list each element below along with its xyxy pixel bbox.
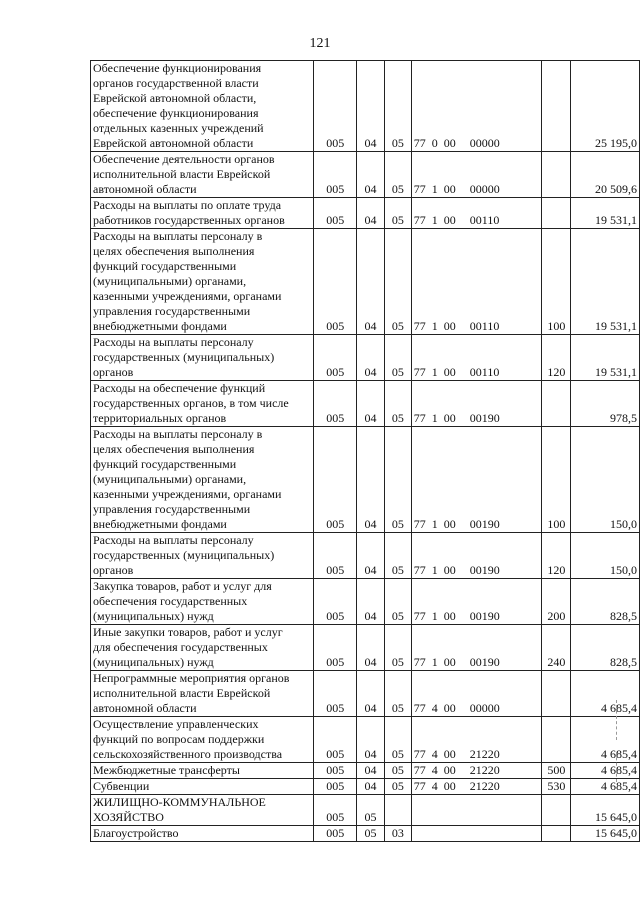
target-article-cell [411, 826, 542, 842]
target-article-part: 00 [443, 319, 456, 333]
target-article-cell [411, 717, 542, 763]
target-article-part: 1 [431, 563, 438, 577]
target-article-part: 00110 [469, 365, 500, 379]
target-article-part: 00 [443, 563, 456, 577]
budget-table-body [91, 61, 640, 842]
expense-type-cell [542, 795, 571, 826]
table-row [91, 671, 640, 717]
table-row [91, 795, 640, 826]
expense-name: Субвенции [93, 779, 150, 793]
target-article-part: 1 [431, 319, 438, 333]
budget-table [90, 60, 640, 842]
table-row [91, 61, 640, 152]
table-row [91, 381, 640, 427]
subsection-code-cell: 05 [384, 229, 411, 335]
page-number: 121 [309, 36, 331, 51]
target-article-cell [411, 61, 542, 152]
target-article-part: 77 [413, 319, 426, 333]
target-article-part: 21220 [469, 747, 500, 761]
section-code-cell: 04 [357, 671, 385, 717]
expense-name: Осуществление управленческих функций по вопросам поддержки сельскохозяйственного производства [93, 717, 283, 761]
target-article-part: 1 [431, 517, 438, 531]
section-code-cell: 05 [357, 826, 385, 842]
target-article-cell [411, 795, 542, 826]
target-article-part: 00000 [469, 182, 500, 196]
expense-type-cell [542, 717, 571, 763]
expense-type-cell: 100 [542, 229, 571, 335]
section-code-cell: 04 [357, 229, 385, 335]
ministry-code-cell: 005 [314, 381, 357, 427]
subsection-code-cell [384, 795, 411, 826]
section-code-cell: 04 [357, 427, 385, 533]
section-code-cell: 04 [357, 763, 385, 779]
expense-type-cell [542, 671, 571, 717]
ministry-code-cell: 005 [314, 779, 357, 795]
table-row [91, 826, 640, 842]
expense-type-cell: 500 [542, 763, 571, 779]
table-row [91, 779, 640, 795]
target-article-part: 00190 [469, 655, 500, 669]
expense-type-cell: 120 [542, 335, 571, 381]
target-article-part: 1 [431, 182, 438, 196]
target-article-part: 1 [431, 411, 438, 425]
target-article-part: 00 [443, 779, 456, 793]
target-article-part: 21220 [469, 763, 500, 777]
expense-name: Расходы на выплаты персоналу в целях обеспечения выполнения функций государственными (муниципальными) органами, казенными учреждениями, органами управления государственными внебюджетными фондами [93, 427, 282, 531]
ministry-code-cell: 005 [314, 717, 357, 763]
target-article-part: 4 [431, 779, 438, 793]
table-row [91, 533, 640, 579]
amount-cell: 19 531,1 [571, 198, 640, 229]
expense-type-cell: 240 [542, 625, 571, 671]
amount-cell: 978,5 [571, 381, 640, 427]
expense-name-cell [91, 826, 314, 842]
expense-name: Расходы на обеспечение функций государственных органов, в том числе территориальных органов [93, 381, 289, 425]
target-article-part: 77 [413, 655, 426, 669]
expense-name-cell [91, 625, 314, 671]
expense-name-cell [91, 671, 314, 717]
expense-name-cell [91, 198, 314, 229]
subsection-code-cell: 05 [384, 671, 411, 717]
expense-name-cell [91, 795, 314, 826]
target-article-part: 77 [413, 182, 426, 196]
subsection-code-cell: 05 [384, 152, 411, 198]
target-article-part: 00 [443, 136, 456, 150]
target-article-cell [411, 779, 542, 795]
target-article-part: 00 [443, 655, 456, 669]
expense-name: Расходы на выплаты персоналу государственных (муниципальных) органов [93, 533, 275, 577]
section-code-cell: 04 [357, 579, 385, 625]
expense-type-cell [542, 826, 571, 842]
target-article-part: 0 [431, 136, 438, 150]
table-row [91, 717, 640, 763]
ministry-code-cell: 005 [314, 826, 357, 842]
target-article-part: 00110 [469, 319, 500, 333]
subsection-code-cell: 05 [384, 61, 411, 152]
expense-name-cell [91, 717, 314, 763]
target-article-part: 00 [443, 609, 456, 623]
ministry-code-cell: 005 [314, 61, 357, 152]
section-code-cell: 04 [357, 625, 385, 671]
expense-name-cell [91, 427, 314, 533]
target-article-part: 00110 [469, 213, 500, 227]
target-article-cell [411, 229, 542, 335]
expense-name-cell [91, 61, 314, 152]
table-row [91, 152, 640, 198]
subsection-code-cell: 05 [384, 763, 411, 779]
expense-name: Благоустройство [93, 826, 179, 840]
expense-name-cell [91, 533, 314, 579]
target-article-part: 77 [413, 609, 426, 623]
expense-name: Обеспечение деятельности органов исполнительной власти Еврейской автономной области [93, 152, 275, 196]
amount-cell: 828,5 [571, 625, 640, 671]
ministry-code-cell: 005 [314, 579, 357, 625]
table-row [91, 763, 640, 779]
target-article-cell [411, 579, 542, 625]
subsection-code-cell: 05 [384, 717, 411, 763]
amount-cell: 4 685,4 [571, 779, 640, 795]
target-article-part: 77 [413, 701, 426, 715]
target-article-part: 00000 [469, 701, 500, 715]
expense-name: Расходы на выплаты персоналу государственных (муниципальных) органов [93, 335, 275, 379]
target-article-part: 00190 [469, 609, 500, 623]
ministry-code-cell: 005 [314, 229, 357, 335]
table-row [91, 427, 640, 533]
target-article-part: 00 [443, 517, 456, 531]
amount-cell: 20 509,6 [571, 152, 640, 198]
expense-type-cell: 120 [542, 533, 571, 579]
section-code-cell: 04 [357, 335, 385, 381]
target-article-part: 1 [431, 655, 438, 669]
table-row [91, 625, 640, 671]
section-code-cell: 04 [357, 61, 385, 152]
expense-name: Обеспечение функционирования органов государственной власти Еврейской автономной области, обеспечение функционирования отдельных казенных учреждений Еврейской автономной области [93, 61, 264, 150]
target-article-part: 4 [431, 747, 438, 761]
table-row [91, 335, 640, 381]
table-row [91, 198, 640, 229]
table-row [91, 229, 640, 335]
target-article-part: 77 [413, 365, 426, 379]
expense-name-cell [91, 335, 314, 381]
section-code-cell: 05 [357, 795, 385, 826]
target-article-cell [411, 763, 542, 779]
amount-cell: 19 531,1 [571, 335, 640, 381]
target-article-cell [411, 335, 542, 381]
section-code-cell: 04 [357, 381, 385, 427]
target-article-part: 77 [413, 763, 426, 777]
subsection-code-cell: 05 [384, 579, 411, 625]
target-article-cell [411, 533, 542, 579]
target-article-part: 00 [443, 747, 456, 761]
target-article-cell [411, 427, 542, 533]
target-article-part: 77 [413, 779, 426, 793]
expense-type-cell [542, 198, 571, 229]
target-article-part: 00 [443, 365, 456, 379]
target-article-part: 21220 [469, 779, 500, 793]
target-article-part: 4 [431, 701, 438, 715]
expense-name: ЖИЛИЩНО-КОММУНАЛЬНОЕ ХОЗЯЙСТВО [93, 795, 266, 824]
target-article-part: 00000 [469, 136, 500, 150]
section-code-cell: 04 [357, 198, 385, 229]
ministry-code-cell: 005 [314, 625, 357, 671]
expense-name-cell [91, 152, 314, 198]
amount-cell: 4 685,4 [571, 763, 640, 779]
target-article-part: 1 [431, 609, 438, 623]
expense-name: Межбюджетные трансферты [93, 763, 240, 777]
target-article-part: 00190 [469, 517, 500, 531]
target-article-part: 77 [413, 411, 426, 425]
amount-cell: 4 685,4 [571, 671, 640, 717]
target-article-part: 00190 [469, 563, 500, 577]
expense-name-cell [91, 579, 314, 625]
expense-name-cell [91, 763, 314, 779]
target-article-cell [411, 625, 542, 671]
ministry-code-cell: 005 [314, 427, 357, 533]
amount-cell: 15 645,0 [571, 826, 640, 842]
expense-name-cell [91, 229, 314, 335]
target-article-part: 77 [413, 563, 426, 577]
target-article-cell [411, 381, 542, 427]
subsection-code-cell: 05 [384, 779, 411, 795]
subsection-code-cell: 05 [384, 198, 411, 229]
ministry-code-cell: 005 [314, 763, 357, 779]
ministry-code-cell: 005 [314, 152, 357, 198]
target-article-part: 77 [413, 136, 426, 150]
target-article-part: 77 [413, 747, 426, 761]
expense-type-cell: 530 [542, 779, 571, 795]
amount-cell: 150,0 [571, 533, 640, 579]
target-article-part: 00 [443, 182, 456, 196]
subsection-code-cell: 05 [384, 335, 411, 381]
ministry-code-cell: 005 [314, 533, 357, 579]
subsection-code-cell: 05 [384, 533, 411, 579]
amount-cell: 150,0 [571, 427, 640, 533]
target-article-part: 00190 [469, 411, 500, 425]
expense-type-cell [542, 152, 571, 198]
expense-name: Расходы на выплаты по оплате труда работников государственных органов [93, 198, 285, 227]
target-article-part: 00 [443, 213, 456, 227]
expense-type-cell: 200 [542, 579, 571, 625]
ministry-code-cell: 005 [314, 335, 357, 381]
target-article-part: 00 [443, 763, 456, 777]
subsection-code-cell: 05 [384, 625, 411, 671]
target-article-cell [411, 671, 542, 717]
expense-name-cell [91, 779, 314, 795]
target-article-part: 77 [413, 517, 426, 531]
amount-cell: 4 685,4 [571, 717, 640, 763]
ministry-code-cell: 005 [314, 795, 357, 826]
table-row [91, 579, 640, 625]
section-code-cell: 04 [357, 779, 385, 795]
expense-type-cell [542, 381, 571, 427]
amount-cell: 19 531,1 [571, 229, 640, 335]
target-article-part: 00 [443, 701, 456, 715]
section-code-cell: 04 [357, 152, 385, 198]
expense-name: Закупка товаров, работ и услуг для обеспечения государственных (муниципальных) нужд [93, 579, 272, 623]
expense-name: Иные закупки товаров, работ и услуг для обеспечения государственных (муниципальных) нужд [93, 625, 283, 669]
target-article-part: 77 [413, 213, 426, 227]
amount-cell: 828,5 [571, 579, 640, 625]
ministry-code-cell: 005 [314, 671, 357, 717]
expense-type-cell: 100 [542, 427, 571, 533]
target-article-part: 00 [443, 411, 456, 425]
section-code-cell: 04 [357, 717, 385, 763]
expense-type-cell [542, 61, 571, 152]
amount-cell: 15 645,0 [571, 795, 640, 826]
ministry-code-cell: 005 [314, 198, 357, 229]
target-article-cell [411, 198, 542, 229]
subsection-code-cell: 05 [384, 427, 411, 533]
target-article-part: 1 [431, 365, 438, 379]
expense-name: Непрограммные мероприятия органов исполнительной власти Еврейской автономной области [93, 671, 290, 715]
subsection-code-cell: 03 [384, 826, 411, 842]
expense-name: Расходы на выплаты персоналу в целях обеспечения выполнения функций государственными (муниципальными) органами, казенными учреждениями, органами управления государственными внебюджетными фондами [93, 229, 282, 333]
expense-name-cell [91, 381, 314, 427]
target-article-part: 4 [431, 763, 438, 777]
target-article-part: 1 [431, 213, 438, 227]
subsection-code-cell: 05 [384, 381, 411, 427]
section-code-cell: 04 [357, 533, 385, 579]
scan-margin-mark [616, 700, 618, 740]
scan-margin-mark [616, 752, 618, 782]
target-article-cell [411, 152, 542, 198]
amount-cell: 25 195,0 [571, 61, 640, 152]
